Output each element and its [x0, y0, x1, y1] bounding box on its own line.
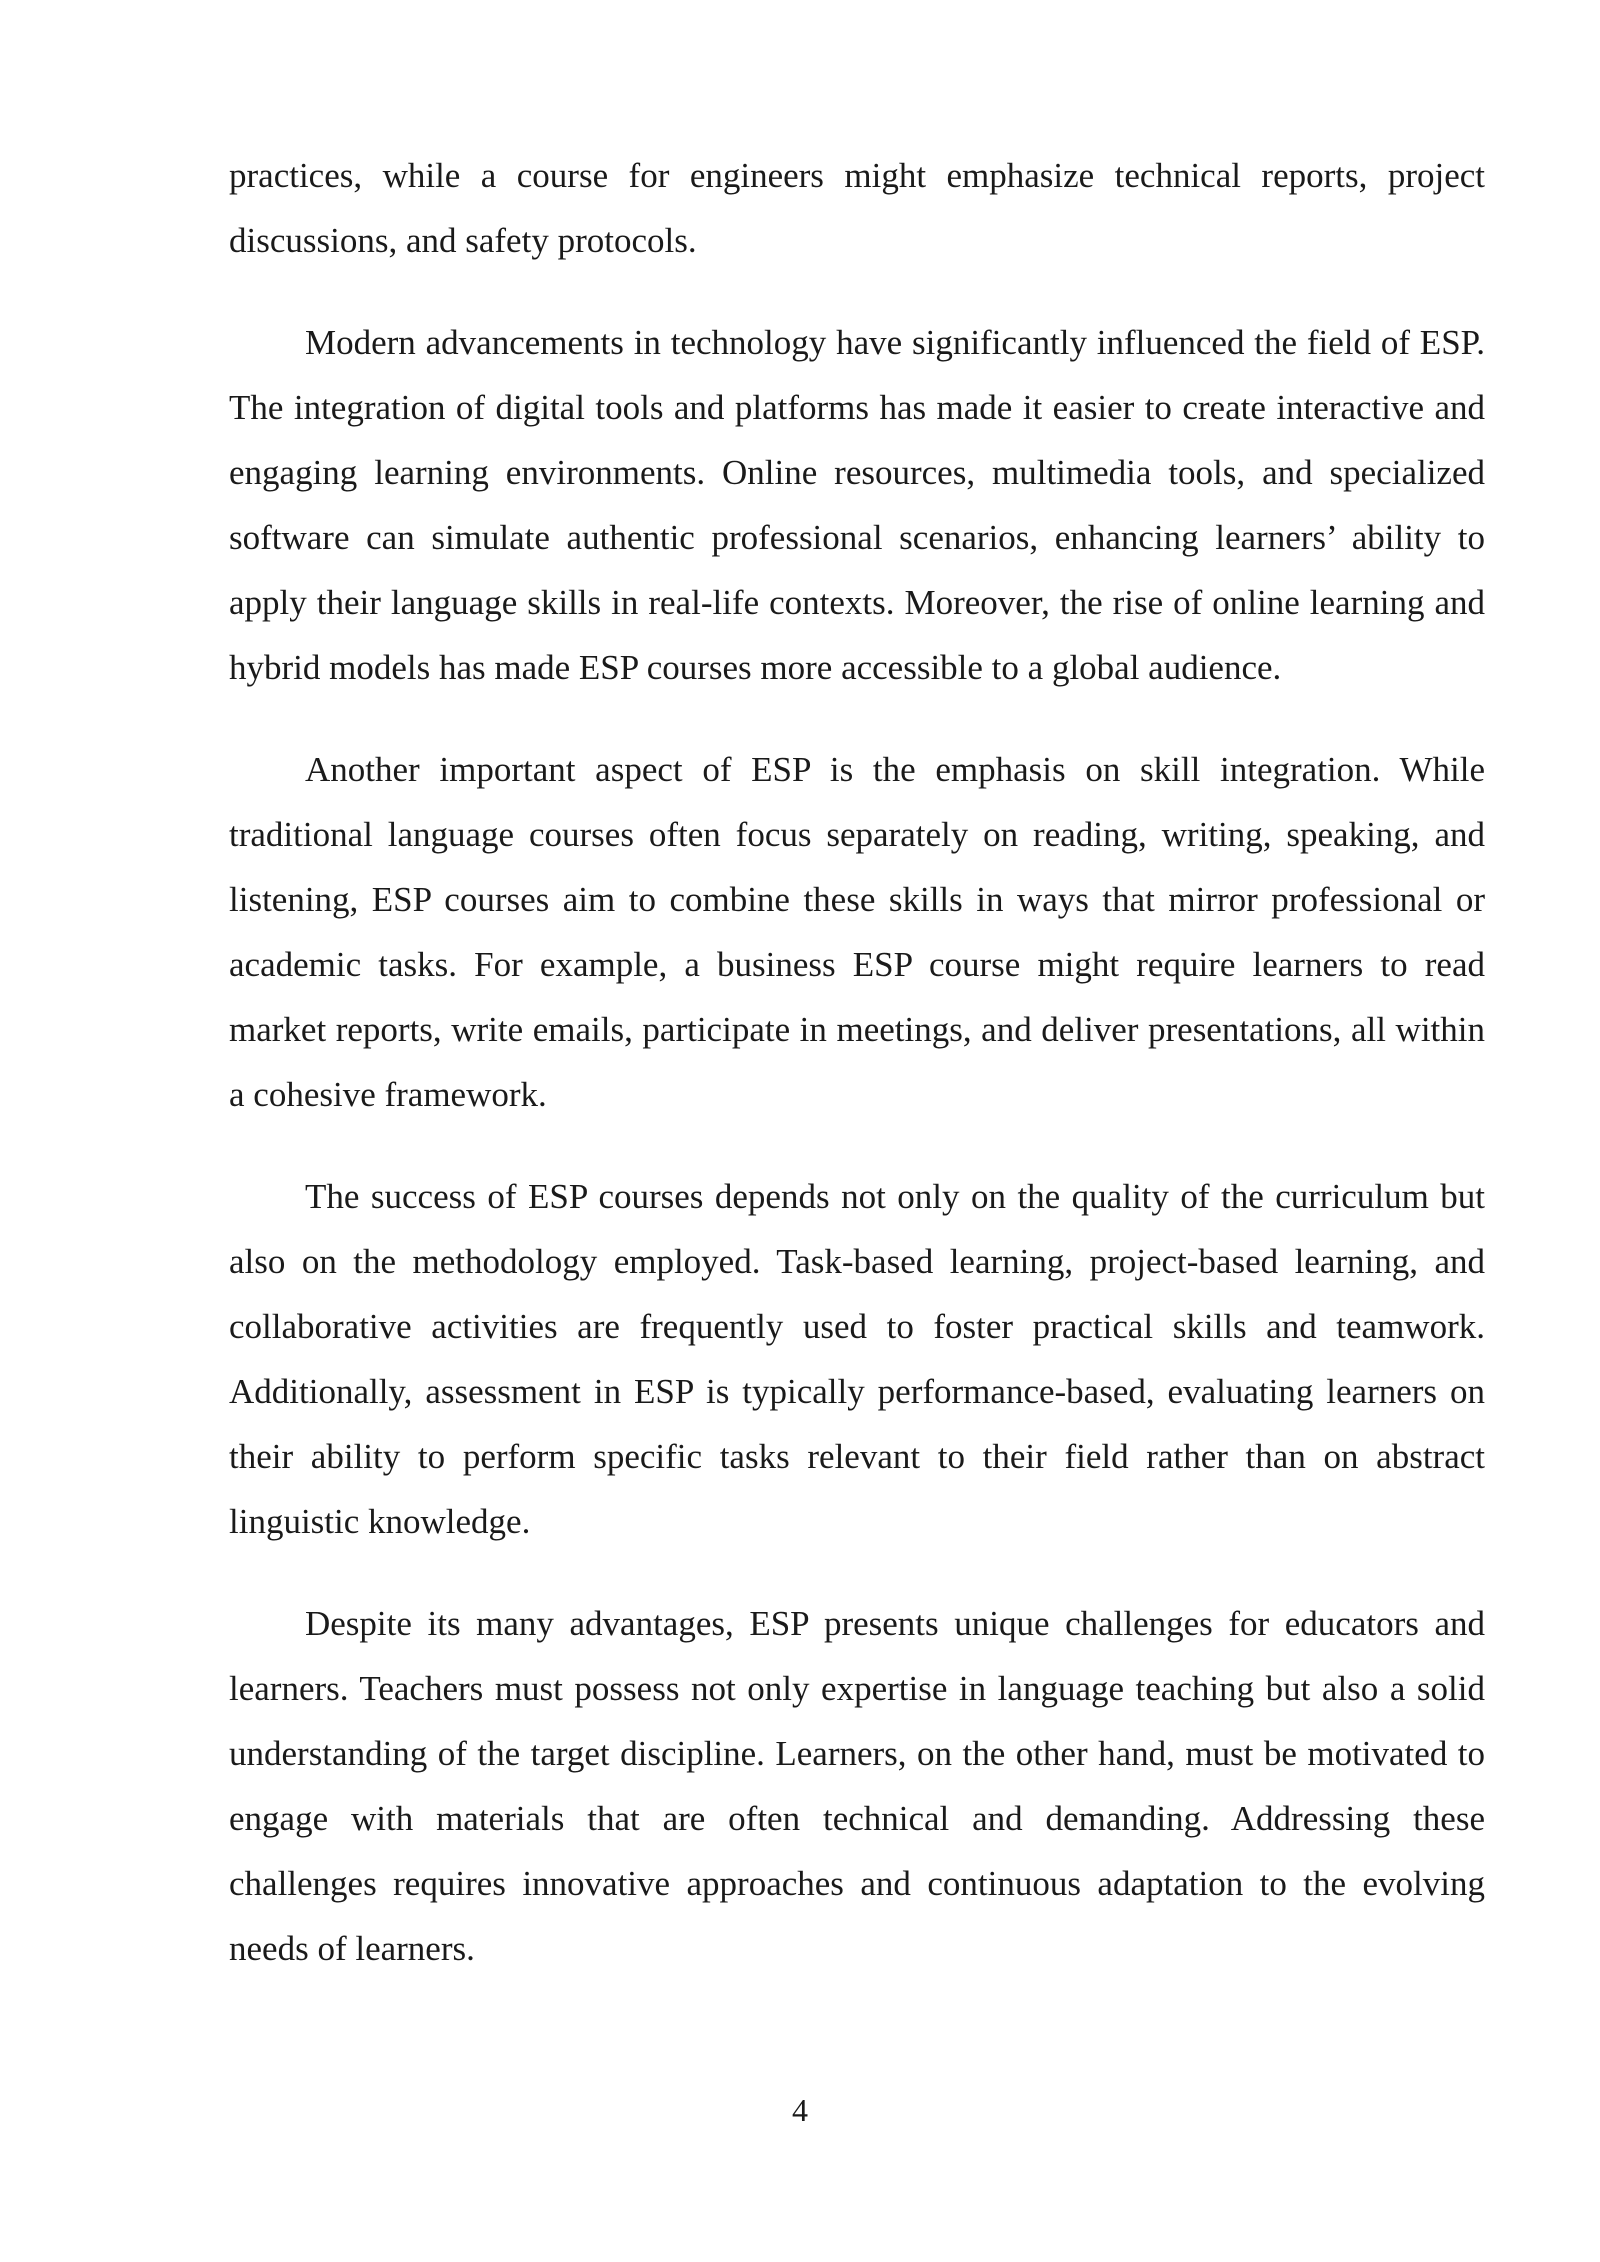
page-number: 4: [792, 2092, 808, 2128]
paragraph-technology: Modern advancements in technology have significantly influenced the field of ESP. The integration of digital tools and platforms has made it easier to create interactive and engaging learning environments. Online resources, multimedia tools, and specialized software can simulate authentic professional scenarios, enhancing learners’ ability to apply their language skills in real-life contexts. Moreover, the rise of online learning and hybrid models has made ESP courses more accessible to a global audience.: [229, 323, 1485, 687]
body-text: [229, 143, 1485, 1981]
paragraph-skill-integration: Another important aspect of ESP is the emphasis on skill integration. While traditional language courses often focus separately on reading, writing, speaking, and listening, ESP courses aim to combine these skills in ways that mirror professional or academic tasks. For example, a business ESP course might require learners to read market reports, write emails, participate in meetings, and deliver presentations, all within a cohesive framework.: [229, 750, 1485, 1114]
paragraph-challenges: Despite its many advantages, ESP presents unique challenges for educators and learners. Teachers must possess not only expertise in language teaching but also a solid understanding of the target discipline. Learners, on the other hand, must be motivated to engage with materials that are often technical and demanding. Addressing these challenges requires innovative approaches and continuous adaptation to the evolving needs of learners.: [229, 1604, 1485, 1968]
paragraph-continued: practices, while a course for engineers might emphasize technical reports, project discussions, and safety protocols.: [229, 156, 1485, 260]
paragraph-methodology: The success of ESP courses depends not only on the quality of the curriculum but also on the methodology employed. Task-based learning, project-based learning, and collaborative activities are frequently used to foster practical skills and teamwork. Additionally, assessment in ESP is typically performance-based, evaluating learners on their ability to perform specific tasks relevant to their field rather than on abstract linguistic knowledge.: [229, 1177, 1485, 1541]
